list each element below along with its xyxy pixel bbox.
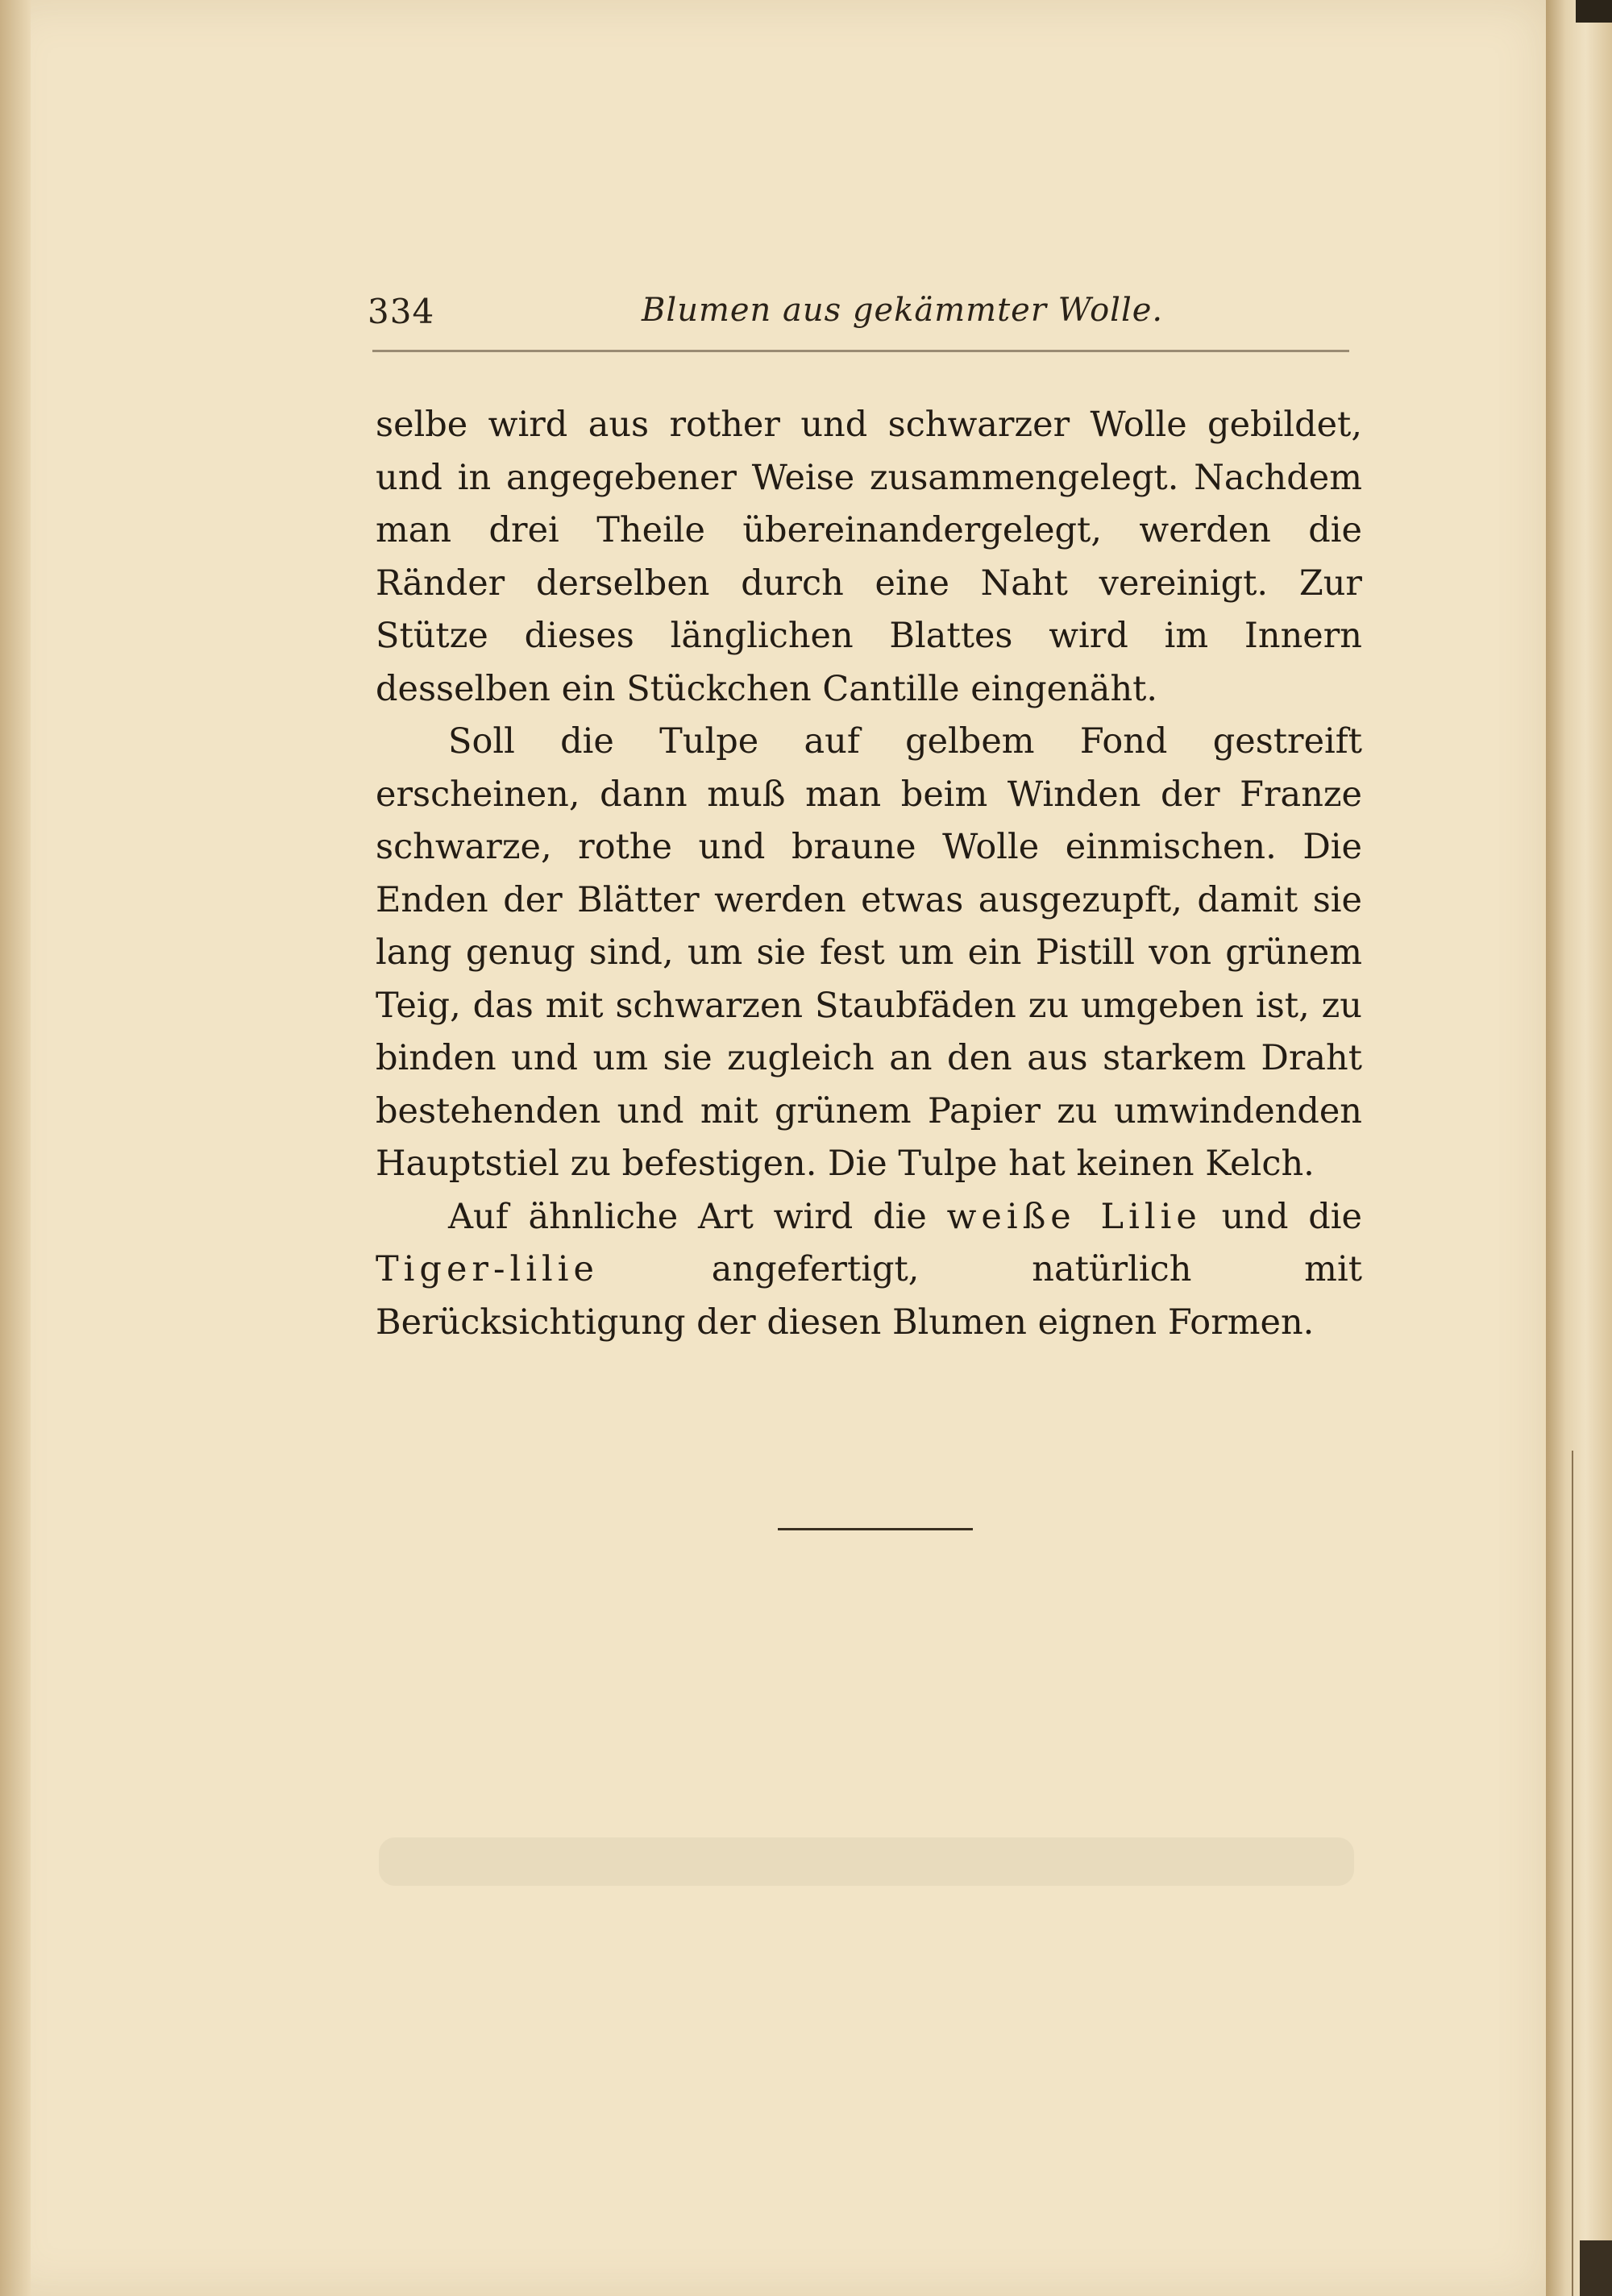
paragraph-2: Soll die Tulpe auf gelbem Fond gestreift erscheinen, dann muß man beim Winden der Franze schwarze, rothe und braune Wolle einmischen. Die Enden der Blätter werden etwas ausgezupft, damit sie lang genug sind, um sie fest um ein Pistill von grünem Teig, das mit schwarzen Staubfäden zu umgeben ist, zu binden und um sie zugleich an den aus starkem Draht bestehenden und mit grünem Papier zu umwindenden Hauptstiel zu befestigen. Die Tulpe hat keinen Kelch. [376,721,1362,1184]
page-left-edge [0,0,31,2296]
next-page-edge [1546,0,1612,2296]
paragraph-3-end: angefertigt, natürlich mit Berücksichtigung der diesen Blumen eignen Formen. [376,1249,1362,1343]
page-number: 334 [368,292,435,331]
spaced-term-white-lily: weiße Lilie [946,1196,1202,1237]
paragraph-3-start: Auf ähnliche Art wird die [448,1196,947,1237]
scan-corner-bottom [1580,2240,1612,2296]
header-rule [372,350,1349,352]
paragraph-3 [376,1191,1362,1350]
paragraph-3-mid: und die [1201,1196,1362,1237]
paragraph-1: selbe wird aus rother und schwarzer Wolle gebildet, und in angegebener Weise zusammengelegt. Nachdem man drei Theile übereinandergelegt, werden die Ränder derselben durch eine Naht vereinigt. Zur Stütze dieses länglichen Blattes wird im Innern desselben ein Stückchen Cantille eingenäht. [376,405,1362,709]
bleed-through-shadow [379,1837,1354,1886]
scan-corner-top [1576,0,1612,23]
page-header [368,282,1351,338]
body-text [376,399,1362,1349]
spaced-term-tiger-lily: Tiger-lilie [376,1249,599,1289]
running-title: Blumen aus gekämmter Wolle. [642,292,1164,329]
page-edge-line [1572,1451,1573,2296]
end-rule [778,1528,973,1530]
